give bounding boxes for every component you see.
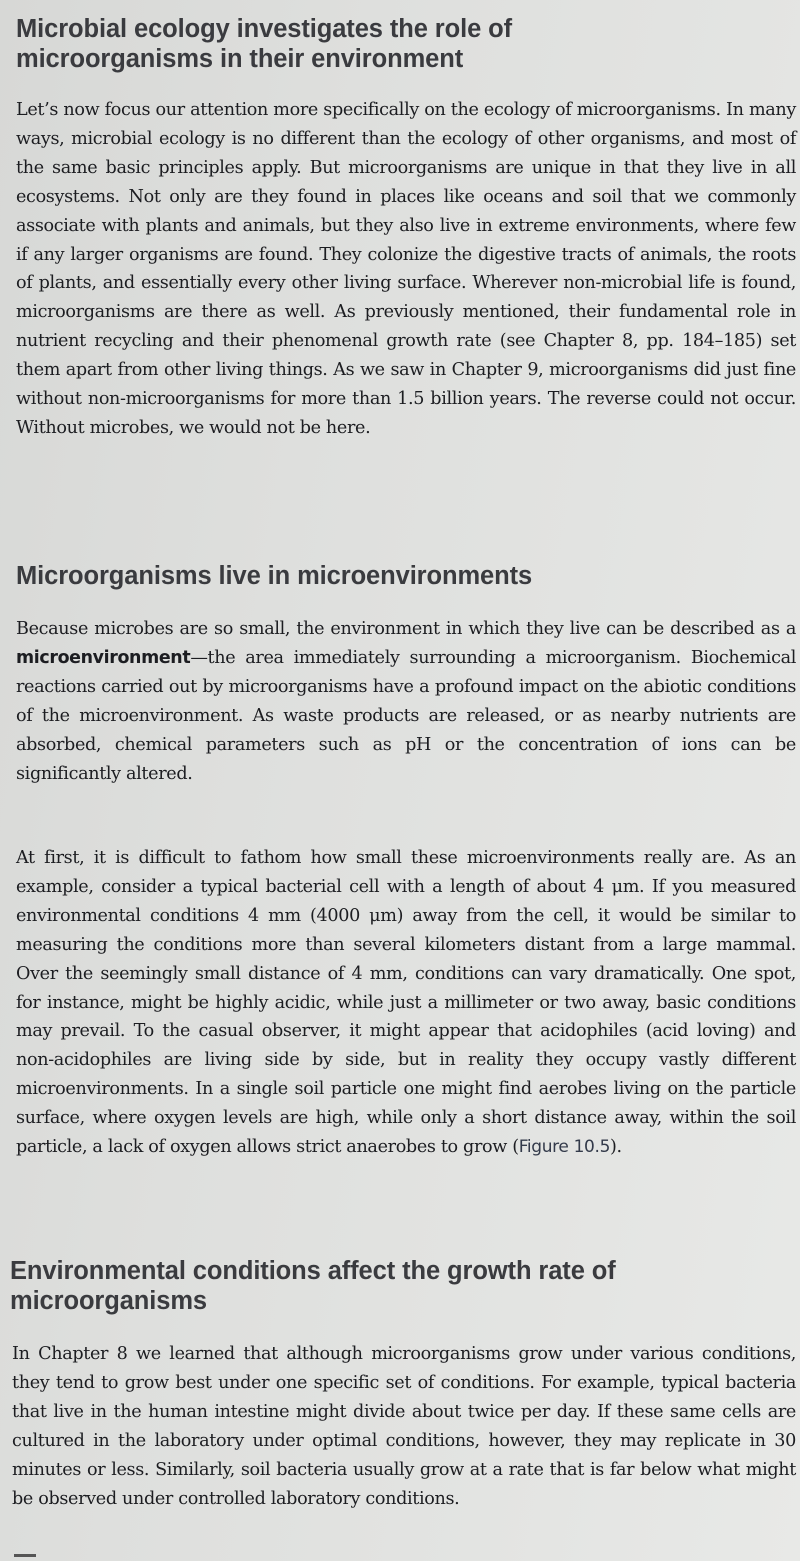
paragraph-text: Let’s now focus our attention more specifically on the ecology of microorganisms. In many ways, microbial ecology is no different than the ecology of other organisms, and most of the same basic principles apply. But microorganisms are unique in that they live in all ecosystems. Not only are they found in places like oceans and soil that we commonly associate with plants and animals, but they also live in extreme environments, where few if any larger organisms are found. They colonize the digestive tracts of animals, the roots of plants, and essentially every other living surface. Wherever non-microbial life is found, microorganisms are there as well. As previously mentioned, their fundamental role in nutrient recycling and their phenomenal growth rate (see Chapter 8, pp. 184–185) set them apart from other living things. As we saw in Chapter 9, microorganisms did just fine without non-microorganisms for more than 1.5 billion years. The reverse could not occur. Without microbes, we would not be here. — [16, 100, 796, 438]
paragraph-text: Because microbes are so small, the environment in which they live can be described as a — [16, 619, 796, 639]
paragraph-microbial-ecology — [16, 96, 796, 443]
section-heading-growth-rate: Environmental conditions affect the growth rate of microorganisms — [10, 1257, 616, 1315]
paragraph-growth-rate — [12, 1340, 796, 1513]
page-bottom-edge-mark — [14, 1554, 36, 1557]
paragraph-text: ). — [610, 1137, 622, 1158]
key-term-microenvironment: microenvironment — [16, 647, 191, 668]
paragraph-text: —the area immediately surrounding a microorganism. Biochemical reactions carried out by microorganisms have a profound impact on the abiotic conditions of the microenvironment. As waste products are released, or as nearby nutrients are absorbed, chemical parameters such as pH or the concentration of ions can be significantly altered. — [16, 647, 796, 784]
paragraph-microenvironment-definition — [16, 615, 796, 788]
paragraph-microenvironment-scale — [16, 844, 796, 1162]
section-heading-microbial-ecology: Microbial ecology investigates the role of microorganisms in their environment — [16, 15, 513, 73]
paragraph-text: At first, it is difficult to fathom how small these microenvironments really are. As an example, consider a typical bacterial cell with a length of about 4 μm. If you measured environmental conditions 4 mm (4000 μm) away from the cell, it would be similar to measuring the conditions more than several kilometers distant from a large mammal. Over the seemingly small distance of 4 mm, conditions can vary dramatically. One spot, for instance, might be highly acidic, while just a millimeter or two away, basic conditions may prevail. To the casual observer, it might appear that acidophiles (acid loving) and non-acidophiles are living side by side, but in reality they occupy vastly different microenvironments. In a single soil particle one might find aerobes living on the particle surface, where oxygen levels are high, while only a short distance away, within the soil particle, a lack of oxygen allows strict anaerobes to grow ( — [16, 848, 796, 1158]
section-heading-microenvironments: Microorganisms live in microenvironments — [16, 562, 533, 590]
paragraph-text: In Chapter 8 we learned that although microorganisms grow under various conditions, they tend to grow best under one specific set of conditions. For example, typical bacteria that live in the human intestine might divide about twice per day. If these same cells are cultured in the laboratory under optimal conditions, however, they may replicate in 30 minutes or less. Similarly, soil bacteria usually grow at a rate that is far below what might be observed under controlled laboratory conditions. — [12, 1344, 796, 1509]
figure-reference-link[interactable]: Figure 10.5 — [518, 1137, 611, 1158]
